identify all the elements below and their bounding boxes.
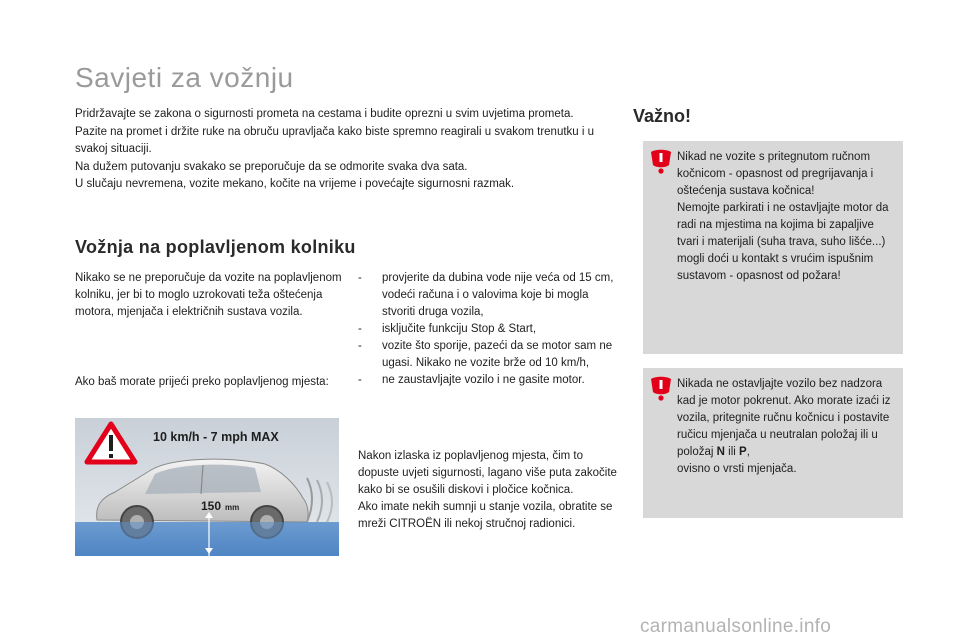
- section-heading-important: Važno!: [633, 106, 692, 126]
- intro-line: U slučaju nevremena, vozite mekano, kočite na vrijeme i povećajte sigurnosni razmak.: [75, 178, 515, 190]
- intro-line: Pridržavajte se zakona o sigurnosti prometa na cestama i budite oprezni u svim uvjetima prometa.: [75, 108, 574, 120]
- warning-text: [677, 376, 893, 478]
- warning-text: Nikad ne vozite s pritegnutom ručnom kočnicom - opasnost od pregrijavanja i oštećenja sustava kočnica! Nemojte parkirati i ne ostavljajte motor da radi na mjestima na kojima bi zapaljive tvari i materijali (suha trava, suho lišće...) mogli doći u kontakt s vrućim ispušnim sustavom - opasnost od požara!: [677, 151, 889, 282]
- warning-text-part: Nikada ne ostavljajte vozilo bez nadzora kad je motor pokrenut. Ako morate izaći iz vozila, pritegnite ručnu kočnicu i postavite ručicu mjenjača u neutralan položaj ili u položaj: [677, 378, 891, 458]
- page-title: Savjeti za vožnju: [75, 62, 294, 93]
- paragraph: Ako imate nekih sumnji u stanje vozila, obratite se mreži CITROËN ili nekoj stručnoj radionici.: [358, 501, 613, 530]
- speed-limit-label: 10 km/h - 7 mph MAX: [153, 430, 279, 444]
- flood-instructions-list: [358, 270, 620, 389]
- list-item: - provjerite da dubina vode nije veća od 15 cm, vodeći računa i o valovima koje bi mogla stvoriti druga vozila,: [358, 270, 620, 321]
- depth-value-label: 150: [201, 499, 222, 513]
- paragraph: Nakon izlaska iz poplavljenog mjesta, čim to dopuste uvjeti sigurnosti, lagano više puta zakočite kako bi se osušili diskovi i pločice kočnica.: [358, 450, 617, 496]
- intro-line: Na dužem putovanju svakako se preporučuje da se odmorite svaka dva sata.: [75, 160, 468, 173]
- flood-intro-text: Nikako se ne preporučuje da vozite na poplavljenom kolniku, jer bi to moglo uzrokovati teža oštećenja motora, mjenjača i električnih sustava vozila.: [75, 272, 342, 318]
- exclamation-warning-icon: [649, 376, 673, 402]
- list-item: - isključite funkciju Stop & Start,: [358, 321, 620, 338]
- warning-text-part: ili: [724, 446, 740, 458]
- depth-unit-label: mm: [225, 503, 240, 512]
- warning-box-unattended: [643, 368, 903, 518]
- warning-box-handbrake: [643, 141, 903, 354]
- gear-position-n: N: [716, 446, 725, 458]
- flood-after-text: [358, 448, 620, 533]
- flood-must-cross-text: Ako baš morate prijeći preko poplavljenog mjesta:: [75, 376, 329, 388]
- watermark: carmanualsonline.info: [640, 616, 832, 637]
- list-item: - vozite što sporije, pazeći da se motor sam ne ugasi. Nikako ne vozite brže od 10 km/h,: [358, 338, 620, 372]
- warning-text-part: , ovisno o vrsti mjenjača.: [677, 446, 797, 475]
- intro-line: Pazite na promet i držite ruke na obruču upravljača kako biste spremno reagirali u svakom trenutku i u svakoj situaciji.: [75, 125, 595, 155]
- gear-position-p: P: [739, 446, 747, 458]
- intro-text: [75, 106, 620, 194]
- section-heading-flood: Vožnja na poplavljenom kolniku: [75, 237, 356, 257]
- exclamation-warning-icon: [649, 149, 673, 175]
- flooded-road-illustration: [75, 418, 339, 556]
- list-item: - ne zaustavljajte vozilo i ne gasite motor.: [358, 372, 620, 389]
